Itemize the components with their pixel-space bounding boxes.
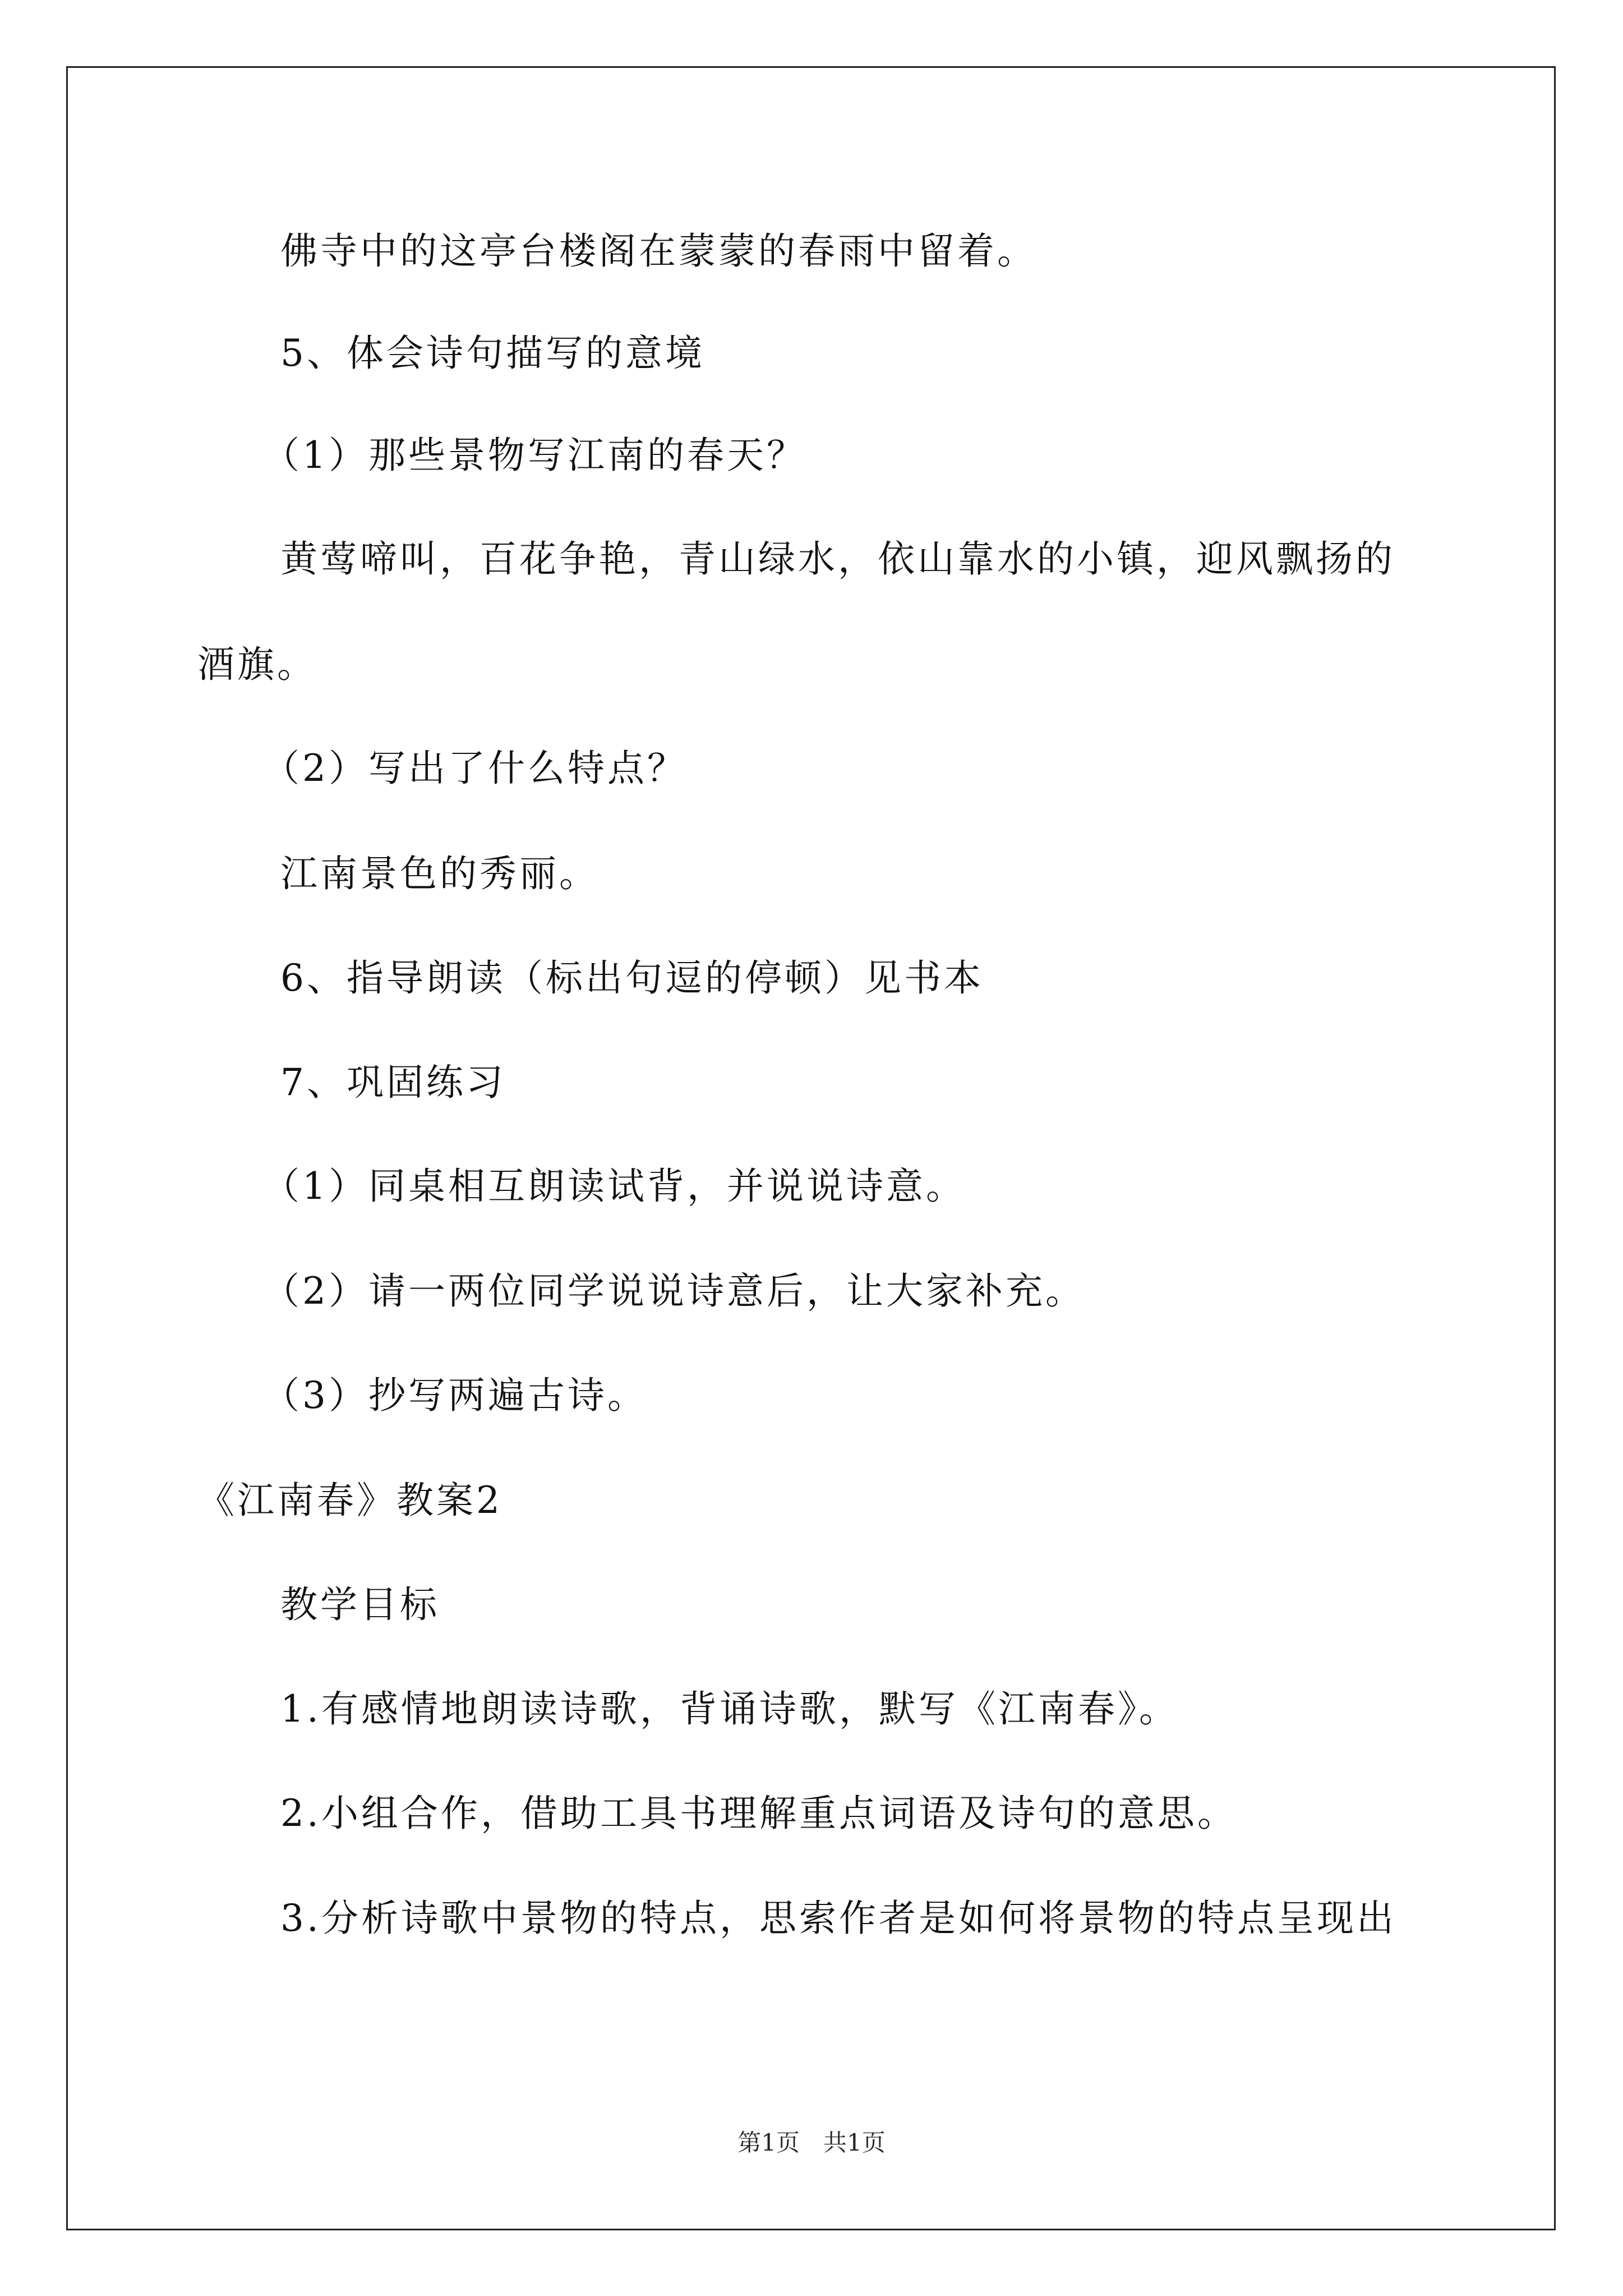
objective-item: 1.有感情地朗读诗歌，背诵诗歌，默写《江南春》。 [280,1687,1179,1731]
exercise-line: （3）抄写两遍古诗。 [262,1374,647,1417]
question-line: （1）那些景物写江南的春天？ [262,434,806,477]
section-heading-5: 5、体会诗句描写的意境 [280,332,705,375]
objective-item: 3.分析诗歌中景物的特点，思索作者是如何将景物的特点呈现出 [280,1897,1396,1940]
section-heading-6: 6、指导朗读（标出句逗的停顿）见书本 [280,956,984,1000]
objective-item: 2.小组合作，借助工具书理解重点词语及诗句的意思。 [280,1792,1237,1835]
exercise-line: （2）请一两位同学说说诗意后，让大家补充。 [262,1269,1085,1313]
lesson-title: 《江南春》教案2 [197,1479,502,1522]
paragraph-line: 黄莺啼叫，百花争艳，青山绿水，依山靠水的小镇，迎风飘扬的 [280,537,1395,581]
paragraph-line-continuation: 酒旗。 [197,643,317,686]
exercise-line: （1）同桌相互朗读试背，并说说诗意。 [262,1165,966,1208]
paragraph-line: 佛寺中的这亭台楼阁在蒙蒙的春雨中留着。 [280,229,1037,273]
section-heading-7: 7、巩固练习 [280,1061,506,1104]
subheading-objectives: 教学目标 [280,1583,440,1626]
paragraph-line: 江南景色的秀丽。 [280,852,599,895]
page-footer: 第1页 共1页 [737,2129,886,2156]
question-line: （2）写出了什么特点？ [262,747,687,790]
